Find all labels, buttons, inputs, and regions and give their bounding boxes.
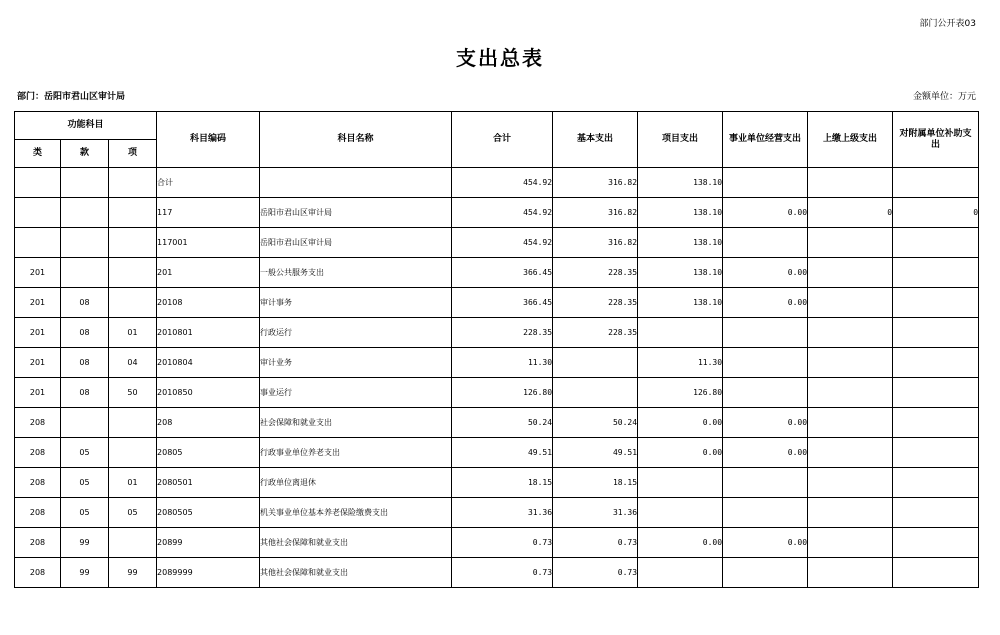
cell-lei: 208 [15,408,61,438]
cell-upper [808,528,893,558]
page-title: 支出总表 [456,46,544,70]
cell-name [260,168,452,198]
cell-basic: 228.35 [553,318,638,348]
cell-business: 0.00 [723,198,808,228]
cell-name: 机关事业单位基本养老保险缴费支出 [260,498,452,528]
cell-total: 454.92 [452,198,553,228]
cell-subsidy [893,558,979,588]
cell-project [638,558,723,588]
cell-code: 201 [157,258,260,288]
cell-kuan: 08 [61,318,109,348]
cell-kuan: 08 [61,288,109,318]
cell-project: 138.10 [638,168,723,198]
cell-xiang: 01 [109,318,157,348]
table-row [15,378,979,408]
cell-project [638,498,723,528]
table-row [15,228,979,258]
cell-business [723,348,808,378]
cell-kuan [61,408,109,438]
cell-upper: 0 [808,198,893,228]
cell-xiang [109,228,157,258]
cell-lei: 201 [15,378,61,408]
cell-name: 岳阳市君山区审计局 [260,198,452,228]
cell-xiang [109,528,157,558]
cell-code: 2080505 [157,498,260,528]
cell-xiang [109,408,157,438]
cell-subsidy [893,288,979,318]
table-row [15,168,979,198]
header-xiang: 项 [109,140,157,168]
cell-xiang [109,438,157,468]
cell-project: 138.10 [638,258,723,288]
cell-xiang: 99 [109,558,157,588]
cell-business: 0.00 [723,528,808,558]
cell-code: 20899 [157,528,260,558]
cell-project [638,318,723,348]
cell-business: 0.00 [723,258,808,288]
cell-name: 岳阳市君山区审计局 [260,228,452,258]
table-row [15,558,979,588]
cell-code: 合计 [157,168,260,198]
cell-project [638,468,723,498]
cell-project: 11.30 [638,348,723,378]
cell-xiang: 01 [109,468,157,498]
cell-basic: 228.35 [553,258,638,288]
cell-basic [553,378,638,408]
cell-kuan: 05 [61,498,109,528]
cell-subsidy [893,498,979,528]
cell-total: 18.15 [452,468,553,498]
cell-kuan: 08 [61,348,109,378]
table-row [15,258,979,288]
cell-name: 社会保障和就业支出 [260,408,452,438]
cell-lei: 208 [15,468,61,498]
cell-name: 行政运行 [260,318,452,348]
cell-project: 138.10 [638,198,723,228]
cell-name: 其他社会保障和就业支出 [260,558,452,588]
cell-subsidy [893,228,979,258]
cell-name: 行政单位离退休 [260,468,452,498]
cell-total: 50.24 [452,408,553,438]
cell-upper [808,258,893,288]
table-row [15,528,979,558]
cell-subsidy [893,408,979,438]
header-basic: 基本支出 [553,112,638,168]
table-body [15,168,979,588]
header-func-subject: 功能科目 [15,112,157,140]
cell-code: 2010801 [157,318,260,348]
cell-total: 31.36 [452,498,553,528]
cell-basic: 0.73 [553,558,638,588]
cell-lei: 201 [15,348,61,378]
cell-lei: 208 [15,528,61,558]
cell-total: 126.80 [452,378,553,408]
cell-upper [808,168,893,198]
cell-code: 117001 [157,228,260,258]
cell-total: 454.92 [452,228,553,258]
cell-xiang: 50 [109,378,157,408]
cell-xiang: 05 [109,498,157,528]
cell-kuan: 05 [61,468,109,498]
cell-business: 0.00 [723,408,808,438]
cell-basic: 18.15 [553,468,638,498]
cell-project: 0.00 [638,438,723,468]
form-code: 部门公开表03 [919,19,976,29]
cell-total: 366.45 [452,288,553,318]
cell-lei [15,198,61,228]
cell-total: 11.30 [452,348,553,378]
cell-total: 366.45 [452,258,553,288]
cell-basic: 316.82 [553,168,638,198]
cell-code: 117 [157,198,260,228]
cell-upper [808,228,893,258]
cell-kuan: 08 [61,378,109,408]
cell-basic: 0.73 [553,528,638,558]
table-row [15,408,979,438]
cell-kuan: 05 [61,438,109,468]
cell-kuan [61,198,109,228]
table-row [15,318,979,348]
cell-upper [808,408,893,438]
cell-upper [808,318,893,348]
cell-total: 228.35 [452,318,553,348]
cell-business: 0.00 [723,288,808,318]
header-total: 合计 [452,112,553,168]
cell-project: 0.00 [638,528,723,558]
cell-business [723,318,808,348]
cell-code: 208 [157,408,260,438]
cell-business [723,498,808,528]
table-row [15,348,979,378]
cell-subsidy [893,468,979,498]
header-subject-code: 科目编码 [157,112,260,168]
cell-lei [15,168,61,198]
cell-name: 其他社会保障和就业支出 [260,528,452,558]
cell-basic: 49.51 [553,438,638,468]
expenditure-table [14,111,979,588]
cell-project: 0.00 [638,408,723,438]
cell-subsidy [893,318,979,348]
department-label: 部门：岳阳市君山区审计局 [17,92,126,102]
cell-subsidy [893,258,979,288]
cell-xiang [109,198,157,228]
cell-business [723,378,808,408]
cell-lei: 201 [15,318,61,348]
cell-kuan [61,258,109,288]
cell-basic: 31.36 [553,498,638,528]
cell-basic: 316.82 [553,228,638,258]
cell-xiang [109,288,157,318]
cell-code: 2089999 [157,558,260,588]
cell-basic: 50.24 [553,408,638,438]
header-project: 项目支出 [638,112,723,168]
cell-subsidy [893,438,979,468]
header-subject-name: 科目名称 [260,112,452,168]
header-upper: 上缴上级支出 [808,112,893,168]
cell-project: 126.80 [638,378,723,408]
amount-unit-label: 金额单位：万元 [912,92,976,102]
cell-project: 138.10 [638,288,723,318]
cell-name: 一般公共服务支出 [260,258,452,288]
cell-lei: 208 [15,498,61,528]
cell-total: 49.51 [452,438,553,468]
cell-code: 20805 [157,438,260,468]
cell-upper [808,288,893,318]
cell-upper [808,438,893,468]
cell-basic: 316.82 [553,198,638,228]
cell-business [723,228,808,258]
cell-upper [808,378,893,408]
header-subsidy: 对附属单位补助支出 [893,112,979,168]
cell-basic: 228.35 [553,288,638,318]
cell-subsidy [893,528,979,558]
cell-total: 0.73 [452,528,553,558]
cell-lei: 201 [15,288,61,318]
table-row [15,288,979,318]
cell-business [723,558,808,588]
cell-subsidy [893,378,979,408]
cell-code: 2010804 [157,348,260,378]
cell-code: 2080501 [157,468,260,498]
cell-kuan: 99 [61,558,109,588]
cell-basic [553,348,638,378]
cell-business [723,468,808,498]
cell-code: 2010850 [157,378,260,408]
cell-subsidy [893,348,979,378]
cell-kuan [61,168,109,198]
cell-xiang: 04 [109,348,157,378]
table-row [15,498,979,528]
cell-subsidy [893,168,979,198]
cell-upper [808,558,893,588]
cell-upper [808,348,893,378]
cell-name: 事业运行 [260,378,452,408]
cell-xiang [109,258,157,288]
cell-lei: 208 [15,558,61,588]
cell-name: 审计业务 [260,348,452,378]
header-business: 事业单位经营支出 [723,112,808,168]
cell-subsidy: 0 [893,198,979,228]
cell-business: 0.00 [723,438,808,468]
cell-lei: 208 [15,438,61,468]
table-row [15,438,979,468]
cell-total: 0.73 [452,558,553,588]
cell-upper [808,498,893,528]
cell-code: 20108 [157,288,260,318]
cell-name: 行政事业单位养老支出 [260,438,452,468]
table-row [15,198,979,228]
cell-upper [808,468,893,498]
cell-lei: 201 [15,258,61,288]
cell-lei [15,228,61,258]
cell-name: 审计事务 [260,288,452,318]
cell-kuan: 99 [61,528,109,558]
header-kuan: 款 [61,140,109,168]
cell-business [723,168,808,198]
cell-total: 454.92 [452,168,553,198]
table-row [15,468,979,498]
cell-kuan [61,228,109,258]
header-lei: 类 [15,140,61,168]
cell-xiang [109,168,157,198]
cell-project: 138.10 [638,228,723,258]
